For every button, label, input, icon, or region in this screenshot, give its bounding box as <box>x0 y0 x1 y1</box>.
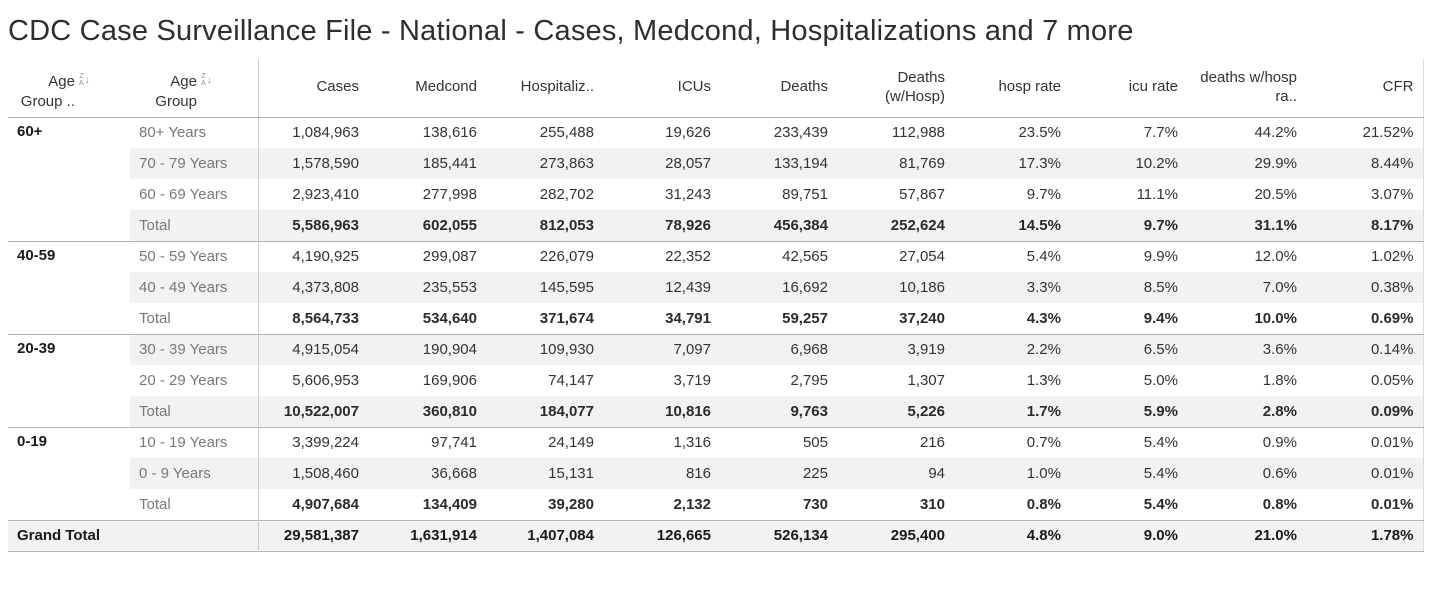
cell-cases[interactable]: 2,923,410 <box>292 186 359 203</box>
cell-deaths[interactable]: 505 <box>720 427 837 458</box>
group-total-row <box>8 396 1423 427</box>
cell-medcond[interactable]: 1,631,914 <box>368 520 486 551</box>
cell-deaths-w-hosp-ra[interactable]: 2.8% <box>1187 396 1306 427</box>
total-label[interactable]: Total <box>130 303 258 334</box>
cell-cfr[interactable]: 0.14% <box>1306 334 1423 365</box>
cell-icu-rate[interactable]: 5.4% <box>1070 458 1187 489</box>
cell-hospitaliz[interactable]: 24,149 <box>486 427 603 458</box>
sort-letter-top: Z <box>201 73 206 81</box>
column-header-deaths-w-hosp-rate[interactable]: deaths w/hosp ra.. <box>1187 59 1306 117</box>
cell-deaths[interactable]: 2,795 <box>790 372 828 389</box>
group-total-row <box>8 210 1423 241</box>
cell-deaths-w-hosp[interactable]: 57,867 <box>899 186 945 203</box>
cell-icu-rate[interactable]: 8.5% <box>1070 272 1187 303</box>
table-row <box>8 458 1423 489</box>
cell-hosp-rate[interactable]: 4.3% <box>1026 309 1061 327</box>
cell-cases[interactable]: 4,190,925 <box>258 241 368 272</box>
cell-deaths-w-hosp-ra[interactable]: 1.8% <box>1262 372 1297 389</box>
cell-cases[interactable]: 4,373,808 <box>258 272 368 303</box>
cell-cfr[interactable]: 0.01% <box>1370 495 1414 513</box>
cell-icu-rate[interactable]: 11.1% <box>1136 186 1178 203</box>
cell-deaths-w-hosp-ra[interactable]: 20.5% <box>1254 186 1297 203</box>
cell-hosp-rate[interactable]: 9.7% <box>1026 186 1061 203</box>
table-header <box>8 59 1423 117</box>
sort-letter-top: Z <box>79 73 84 81</box>
column-header-age-bucket[interactable] <box>8 59 130 117</box>
age-group-row-label[interactable]: 70 - 79 Years <box>130 148 258 179</box>
header-content <box>17 72 121 111</box>
cell-deaths[interactable]: 9,763 <box>720 396 837 427</box>
cell-hosp-rate[interactable]: 1.3% <box>1026 372 1061 389</box>
cell-deaths-w-hosp[interactable]: 1,307 <box>907 372 945 389</box>
sheet-title: CDC Case Surveillance File - National - Cases, Medcond, Hospitalizations and 7 more <box>8 15 1134 47</box>
column-header-hospitalizations[interactable]: Hospitaliz.. <box>486 59 603 117</box>
cell-cases[interactable]: 1,578,590 <box>258 148 368 179</box>
cell-hosp-rate[interactable]: 5.4% <box>954 241 1070 272</box>
cell-icus[interactable]: 126,665 <box>603 520 720 551</box>
cell-deaths-w-hosp[interactable]: 112,988 <box>837 117 954 148</box>
cell-deaths[interactable]: 730 <box>802 495 828 513</box>
cell-icus[interactable]: 1,316 <box>603 427 720 458</box>
cell-cfr[interactable]: 1.78% <box>1306 520 1423 551</box>
cell-hosp-rate[interactable]: 23.5% <box>954 117 1070 148</box>
cell-hosp-rate[interactable]: 4.8% <box>954 520 1070 551</box>
table-row <box>8 117 1423 148</box>
cell-cfr[interactable]: 0.01% <box>1306 458 1423 489</box>
table-row <box>8 427 1423 458</box>
cell-cases[interactable]: 29,581,387 <box>258 520 368 551</box>
cell-cfr[interactable]: 8.17% <box>1306 210 1423 241</box>
cell-icus[interactable]: 28,057 <box>603 148 720 179</box>
cell-medcond[interactable]: 138,616 <box>368 117 486 148</box>
cell-hospitaliz[interactable]: 109,930 <box>486 334 603 365</box>
cell-icu-rate[interactable]: 5.4% <box>1070 427 1187 458</box>
cell-deaths-w-hosp-ra[interactable]: 12.0% <box>1187 241 1306 272</box>
cell-deaths-w-hosp-ra[interactable]: 0.9% <box>1187 427 1306 458</box>
cell-deaths[interactable]: 526,134 <box>720 520 837 551</box>
cell-cfr[interactable]: 0.38% <box>1306 272 1423 303</box>
data-table <box>8 59 1424 552</box>
cell-cases[interactable]: 1,084,963 <box>258 117 368 148</box>
cell-icus[interactable]: 2,132 <box>673 495 711 513</box>
cell-medcond[interactable]: 185,441 <box>368 148 486 179</box>
cell-icus[interactable]: 3,719 <box>673 372 711 389</box>
cell-deaths-w-hosp[interactable]: 37,240 <box>899 309 945 327</box>
cell-deaths[interactable]: 456,384 <box>720 210 837 241</box>
column-header-label: Age Group .. <box>20 73 75 110</box>
cell-deaths-w-hosp[interactable]: 216 <box>837 427 954 458</box>
age-bucket-label[interactable]: 20-39 <box>8 334 130 427</box>
column-header-cases[interactable]: Cases <box>258 59 368 117</box>
cell-icus[interactable]: 34,791 <box>665 309 711 327</box>
cell-icus[interactable]: 22,352 <box>603 241 720 272</box>
age-group-row-label[interactable]: 80+ Years <box>130 117 258 148</box>
sort-letter-bottom: A <box>201 79 206 87</box>
cell-icu-rate[interactable]: 7.7% <box>1070 117 1187 148</box>
age-bucket-label[interactable]: 60+ <box>8 117 130 241</box>
cell-hospitaliz[interactable]: 226,079 <box>486 241 603 272</box>
column-header-label: Age Group <box>155 73 197 110</box>
grand-total-row <box>8 520 1423 551</box>
age-bucket-label[interactable]: 0-19 <box>8 427 130 520</box>
cell-hospitaliz[interactable]: 1,407,084 <box>486 520 603 551</box>
table-row <box>8 272 1423 303</box>
cell-deaths-w-hosp-ra[interactable]: 10.0% <box>1254 309 1297 327</box>
table-row <box>8 148 1423 179</box>
cell-deaths-w-hosp-ra[interactable]: 0.6% <box>1187 458 1306 489</box>
cell-medcond[interactable]: 602,055 <box>368 210 486 241</box>
cell-icu-rate[interactable]: 5.0% <box>1143 372 1178 389</box>
cell-hospitaliz[interactable]: 282,702 <box>539 186 594 203</box>
column-header-medcond[interactable]: Medcond <box>368 59 486 117</box>
total-label[interactable]: Total <box>130 210 258 241</box>
cell-deaths-w-hosp[interactable]: 94 <box>837 458 954 489</box>
cell-cases[interactable]: 1,508,460 <box>258 458 368 489</box>
cell-hosp-rate[interactable]: 2.2% <box>954 334 1070 365</box>
sort-letter-bottom: A <box>79 79 84 87</box>
cell-hosp-rate[interactable]: 3.3% <box>954 272 1070 303</box>
cell-cases[interactable]: 5,606,953 <box>292 372 359 389</box>
sort-letters <box>201 74 206 87</box>
age-group-row-label[interactable]: 30 - 39 Years <box>130 334 258 365</box>
sort-arrow-icon: ↓ <box>206 74 212 86</box>
sort-descending-icon[interactable] <box>79 74 90 87</box>
header-content <box>139 72 249 111</box>
total-label[interactable]: Total <box>130 489 258 520</box>
cell-deaths[interactable]: 133,194 <box>720 148 837 179</box>
cell-hospitaliz[interactable]: 74,147 <box>548 372 594 389</box>
cell-icu-rate[interactable]: 9.7% <box>1070 210 1187 241</box>
age-group-row-label[interactable]: 40 - 49 Years <box>130 272 258 303</box>
table-row <box>8 179 1423 210</box>
cell-deaths[interactable]: 6,968 <box>720 334 837 365</box>
cell-deaths[interactable]: 42,565 <box>720 241 837 272</box>
cell-hospitaliz[interactable]: 812,053 <box>486 210 603 241</box>
sort-descending-icon[interactable] <box>201 74 212 87</box>
cell-deaths[interactable]: 233,439 <box>720 117 837 148</box>
table-body <box>8 117 1423 551</box>
column-header-icus[interactable]: ICUs <box>603 59 720 117</box>
total-label[interactable]: Total <box>130 396 258 427</box>
header-row <box>8 59 1423 117</box>
column-header-deaths[interactable]: Deaths <box>720 59 837 117</box>
age-group-row-label[interactable]: 50 - 59 Years <box>130 241 258 272</box>
cell-cases[interactable]: 8,564,733 <box>292 309 359 327</box>
cell-hospitaliz[interactable]: 15,131 <box>486 458 603 489</box>
cell-deaths-w-hosp[interactable]: 310 <box>919 495 945 513</box>
cell-hospitaliz[interactable]: 184,077 <box>486 396 603 427</box>
cell-deaths-w-hosp[interactable]: 27,054 <box>837 241 954 272</box>
cell-hospitaliz[interactable]: 145,595 <box>486 272 603 303</box>
column-header-icu-rate[interactable]: icu rate <box>1070 59 1187 117</box>
grand-total-label[interactable]: Grand Total <box>8 520 258 551</box>
cell-medcond[interactable]: 235,553 <box>368 272 486 303</box>
cell-medcond[interactable]: 97,741 <box>368 427 486 458</box>
cell-deaths-w-hosp-ra[interactable]: 44.2% <box>1187 117 1306 148</box>
cell-deaths[interactable]: 225 <box>720 458 837 489</box>
sort-arrow-icon: ↓ <box>84 74 90 86</box>
group-total-row <box>8 303 1423 334</box>
cell-icus[interactable]: 78,926 <box>603 210 720 241</box>
cell-deaths-w-hosp[interactable]: 295,400 <box>837 520 954 551</box>
cell-cases[interactable]: 5,586,963 <box>258 210 368 241</box>
column-header-deaths-w-hosp[interactable]: Deaths (w/Hosp) <box>837 59 954 117</box>
cell-icu-rate[interactable]: 5.4% <box>1143 495 1178 513</box>
cell-deaths[interactable]: 89,751 <box>782 186 828 203</box>
cell-deaths[interactable]: 59,257 <box>782 309 828 327</box>
cell-medcond[interactable]: 534,640 <box>422 309 477 327</box>
cell-hospitaliz[interactable]: 255,488 <box>486 117 603 148</box>
cell-medcond[interactable]: 36,668 <box>368 458 486 489</box>
cell-cfr[interactable]: 1.02% <box>1306 241 1423 272</box>
cell-icu-rate[interactable]: 9.4% <box>1143 309 1178 327</box>
cell-hosp-rate[interactable]: 0.7% <box>954 427 1070 458</box>
cell-hospitaliz[interactable]: 39,280 <box>548 495 594 513</box>
cell-icus[interactable]: 7,097 <box>603 334 720 365</box>
cell-deaths-w-hosp[interactable]: 3,919 <box>837 334 954 365</box>
cell-icus[interactable]: 12,439 <box>603 272 720 303</box>
cell-cfr[interactable]: 0.09% <box>1306 396 1423 427</box>
age-group-row-label[interactable]: 10 - 19 Years <box>130 427 258 458</box>
cell-cfr[interactable]: 0.01% <box>1306 427 1423 458</box>
cell-medcond[interactable]: 360,810 <box>368 396 486 427</box>
column-header-cfr[interactable]: CFR <box>1306 59 1423 117</box>
cell-deaths-w-hosp[interactable]: 81,769 <box>837 148 954 179</box>
cell-deaths-w-hosp-ra[interactable]: 3.6% <box>1187 334 1306 365</box>
cell-deaths-w-hosp-ra[interactable]: 0.8% <box>1262 495 1297 513</box>
cell-deaths-w-hosp-ra[interactable]: 29.9% <box>1187 148 1306 179</box>
cell-hosp-rate[interactable]: 17.3% <box>954 148 1070 179</box>
cell-medcond[interactable]: 169,906 <box>422 372 477 389</box>
cell-deaths-w-hosp-ra[interactable]: 31.1% <box>1187 210 1306 241</box>
cell-icus[interactable]: 816 <box>603 458 720 489</box>
cell-hospitaliz[interactable]: 371,674 <box>539 309 594 327</box>
cell-deaths-w-hosp[interactable]: 252,624 <box>837 210 954 241</box>
cell-icus[interactable]: 10,816 <box>603 396 720 427</box>
cell-icu-rate[interactable]: 9.0% <box>1070 520 1187 551</box>
cell-icu-rate[interactable]: 5.9% <box>1070 396 1187 427</box>
cell-cfr[interactable]: 21.52% <box>1306 117 1423 148</box>
cell-medcond[interactable]: 190,904 <box>368 334 486 365</box>
cell-medcond[interactable]: 134,409 <box>422 495 477 513</box>
sort-letters <box>79 74 84 87</box>
cell-cases[interactable]: 4,915,054 <box>258 334 368 365</box>
cell-deaths-w-hosp-ra[interactable]: 21.0% <box>1187 520 1306 551</box>
age-bucket-label[interactable]: 40-59 <box>8 241 130 334</box>
cell-cfr[interactable]: 8.44% <box>1306 148 1423 179</box>
cell-cases[interactable]: 4,907,684 <box>292 495 359 513</box>
cell-icus[interactable]: 19,626 <box>603 117 720 148</box>
cell-deaths-w-hosp[interactable]: 10,186 <box>837 272 954 303</box>
cell-hosp-rate[interactable]: 14.5% <box>954 210 1070 241</box>
group-total-row <box>8 489 1423 520</box>
cell-deaths[interactable]: 16,692 <box>720 272 837 303</box>
age-group-row-label[interactable]: 60 - 69 Years <box>130 179 258 210</box>
cell-icu-rate[interactable]: 6.5% <box>1070 334 1187 365</box>
cell-cases[interactable]: 3,399,224 <box>258 427 368 458</box>
age-group-row-label[interactable]: 20 - 29 Years <box>130 365 258 396</box>
cell-hosp-rate[interactable]: 0.8% <box>1026 495 1061 513</box>
table-row <box>8 334 1423 365</box>
cell-cases[interactable]: 10,522,007 <box>258 396 368 427</box>
cell-deaths-w-hosp[interactable]: 5,226 <box>837 396 954 427</box>
column-header-hosp-rate[interactable]: hosp rate <box>954 59 1070 117</box>
cell-hosp-rate[interactable]: 1.7% <box>954 396 1070 427</box>
cell-cfr[interactable]: 0.69% <box>1370 309 1414 327</box>
age-group-row-label[interactable]: 0 - 9 Years <box>130 458 258 489</box>
cell-medcond[interactable]: 277,998 <box>422 186 477 203</box>
cell-medcond[interactable]: 299,087 <box>368 241 486 272</box>
cell-cfr[interactable]: 3.07% <box>1370 186 1414 203</box>
table-row <box>8 241 1423 272</box>
column-header-age-group[interactable] <box>130 59 258 117</box>
cell-icu-rate[interactable]: 9.9% <box>1070 241 1187 272</box>
cell-hosp-rate[interactable]: 1.0% <box>954 458 1070 489</box>
cell-icu-rate[interactable]: 10.2% <box>1070 148 1187 179</box>
cell-deaths-w-hosp-ra[interactable]: 7.0% <box>1187 272 1306 303</box>
cell-hospitaliz[interactable]: 273,863 <box>486 148 603 179</box>
table-row <box>8 365 1423 396</box>
cell-icus[interactable]: 31,243 <box>665 186 711 203</box>
cell-cfr[interactable]: 0.05% <box>1370 372 1414 389</box>
